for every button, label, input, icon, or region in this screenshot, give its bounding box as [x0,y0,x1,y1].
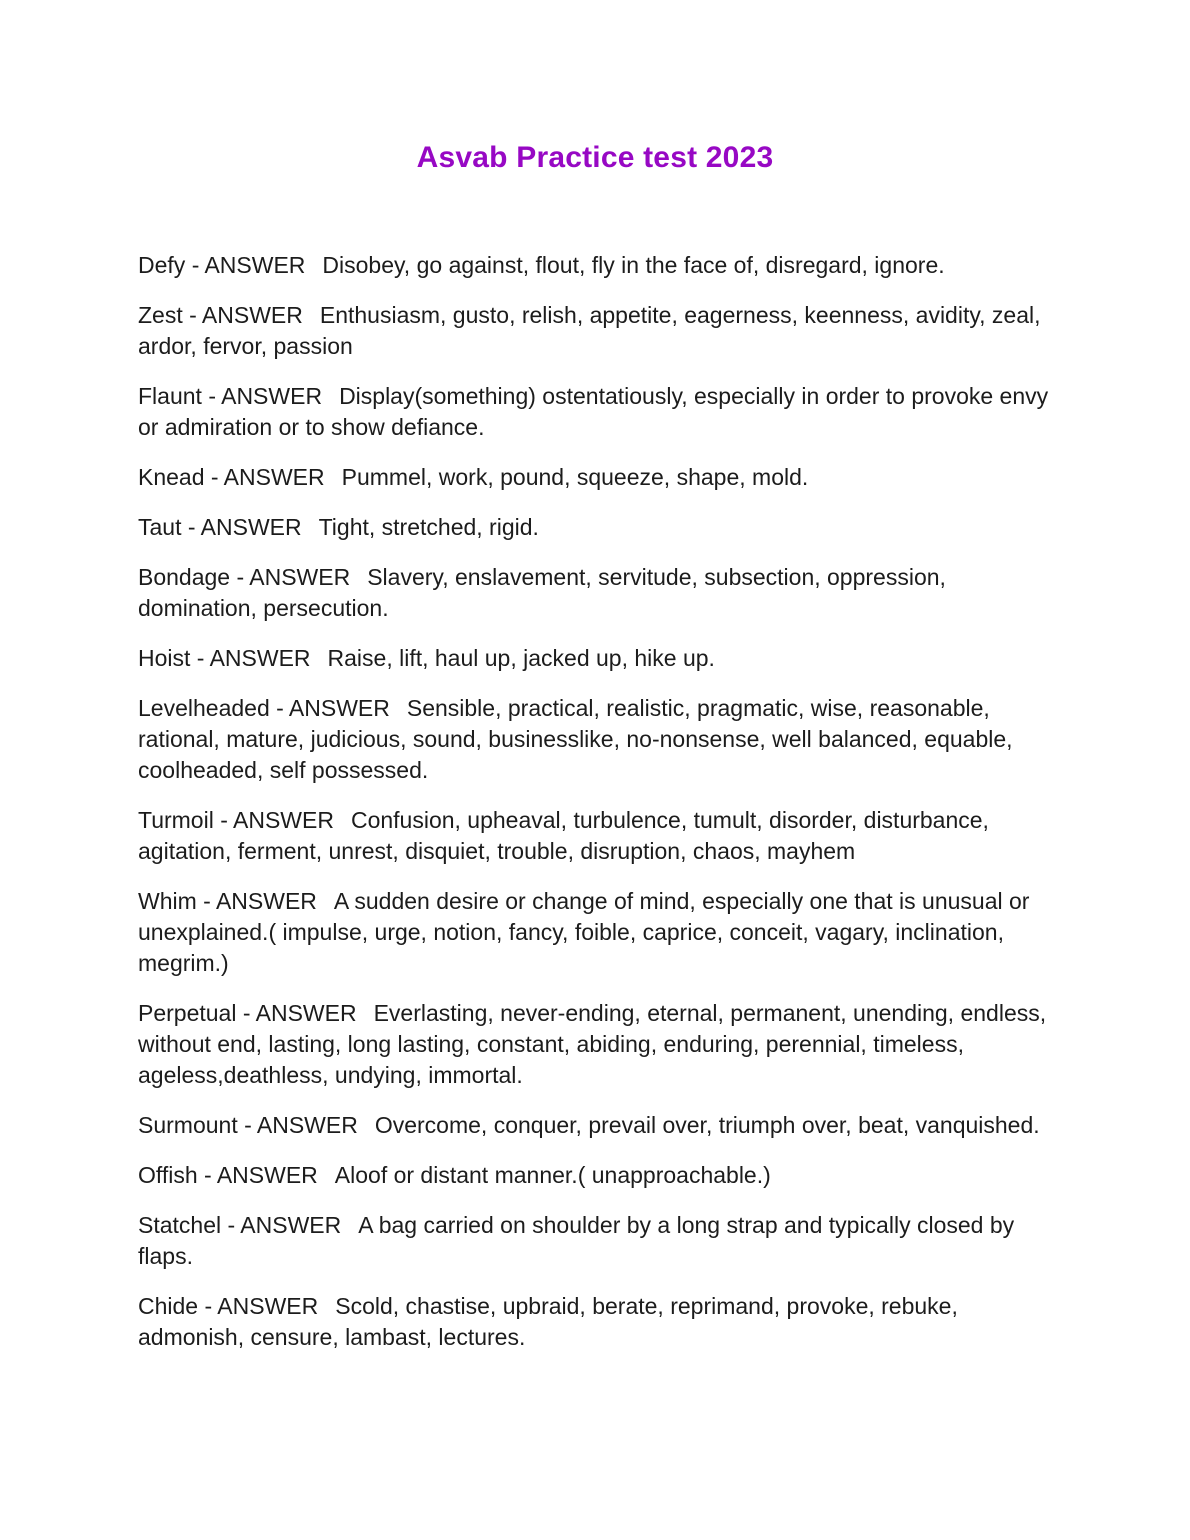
vocab-term: Offish [138,1162,198,1188]
vocab-entry-perpetual [138,998,1052,1091]
vocab-entry-defy [138,250,1052,281]
vocab-entry-flaunt [138,381,1052,443]
vocab-definition: Enthusiasm, gusto, relish, appetite, eagerness, keenness, avidity, zeal, ardor, fervor, passion [138,302,1041,359]
vocab-term: Surmount [138,1112,238,1138]
vocab-definition: Everlasting, never-ending, eternal, permanent, unending, endless, without end, lasting, long lasting, constant, abiding, enduring, perennial, timeless, ageless,deathless, undying, immortal. [138,1000,1047,1088]
vocab-term: Taut [138,514,182,540]
vocab-definition: A sudden desire or change of mind, especially one that is unusual or unexplained.( impulse, urge, notion, fancy, foible, caprice, conceit, vagary, inclination, megrim.) [138,888,1030,976]
answer-label: - ANSWER [204,1293,319,1319]
vocab-definition: Display(something) ostentatiously, especially in order to provoke envy or admiration or to show defiance. [138,383,1049,440]
vocab-definition: Tight, stretched, rigid. [318,514,539,540]
answer-label: - ANSWER [220,807,334,833]
vocab-entry-surmount [138,1110,1052,1141]
vocab-term: Flaunt [138,383,202,409]
vocab-definition: Sensible, practical, realistic, pragmatic, wise, reasonable, rational, mature, judicious, sound, businesslike, no-nonsense, well balanced, equable, coolheaded, self possessed. [138,695,1013,783]
vocab-entry-bondage [138,562,1052,624]
vocab-entry-levelheaded [138,693,1052,786]
vocab-entry-knead [138,462,1052,493]
vocab-term: Bondage [138,564,231,590]
vocab-term: Chide [138,1293,199,1319]
vocab-list [138,250,1052,1353]
vocab-definition: Aloof or distant manner.( unapproachable.) [334,1162,771,1188]
vocab-term: Turmoil [138,807,214,833]
vocab-definition: Slavery, enslavement, servitude, subsection, oppression, domination, persecution. [138,564,946,621]
vocab-term: Hoist [138,645,191,671]
answer-label: - ANSWER [236,564,351,590]
vocab-definition: Confusion, upheaval, turbulence, tumult, disorder, disturbance, agitation, ferment, unrest, disquiet, trouble, disruption, chaos, mayhem [138,807,989,864]
vocab-entry-whim [138,886,1052,979]
answer-label: - ANSWER [204,1162,318,1188]
vocab-definition: A bag carried on shoulder by a long strap and typically closed by flaps. [138,1212,1015,1269]
vocab-definition: Overcome, conquer, prevail over, triumph over, beat, vanquished. [374,1112,1040,1138]
answer-label: - ANSWER [196,645,311,671]
vocab-entry-chide [138,1291,1052,1353]
answer-label: - ANSWER [244,1112,358,1138]
answer-label: - ANSWER [210,464,325,490]
vocab-term: Statchel [138,1212,222,1238]
vocab-term: Levelheaded [138,695,270,721]
vocab-entry-taut [138,512,1052,543]
answer-label: - ANSWER [227,1212,342,1238]
vocab-entry-zest [138,300,1052,362]
answer-label: - ANSWER [203,888,317,914]
vocab-definition: Raise, lift, haul up, jacked up, hike up. [327,645,715,671]
vocab-term: Whim [138,888,197,914]
answer-label: - ANSWER [187,514,302,540]
vocab-entry-hoist [138,643,1052,674]
answer-label: - ANSWER [191,252,306,278]
vocab-term: Knead [138,464,205,490]
answer-label: - ANSWER [208,383,323,409]
vocab-entry-turmoil [138,805,1052,867]
vocab-term: Defy [138,252,186,278]
vocab-term: Perpetual [138,1000,237,1026]
page-title: Asvab Practice test 2023 [416,141,774,174]
vocab-term: Zest [138,302,183,328]
answer-label: - ANSWER [242,1000,357,1026]
vocab-entry-offish [138,1160,1052,1191]
vocab-definition: Pummel, work, pound, squeeze, shape, mold. [341,464,809,490]
vocab-entry-statchel [138,1210,1052,1272]
answer-label: - ANSWER [276,695,390,721]
vocab-definition: Scold, chastise, upbraid, berate, reprimand, provoke, rebuke, admonish, censure, lambast, lectures. [138,1293,958,1350]
vocab-definition: Disobey, go against, flout, fly in the face of, disregard, ignore. [322,252,945,278]
answer-label: - ANSWER [189,302,303,328]
